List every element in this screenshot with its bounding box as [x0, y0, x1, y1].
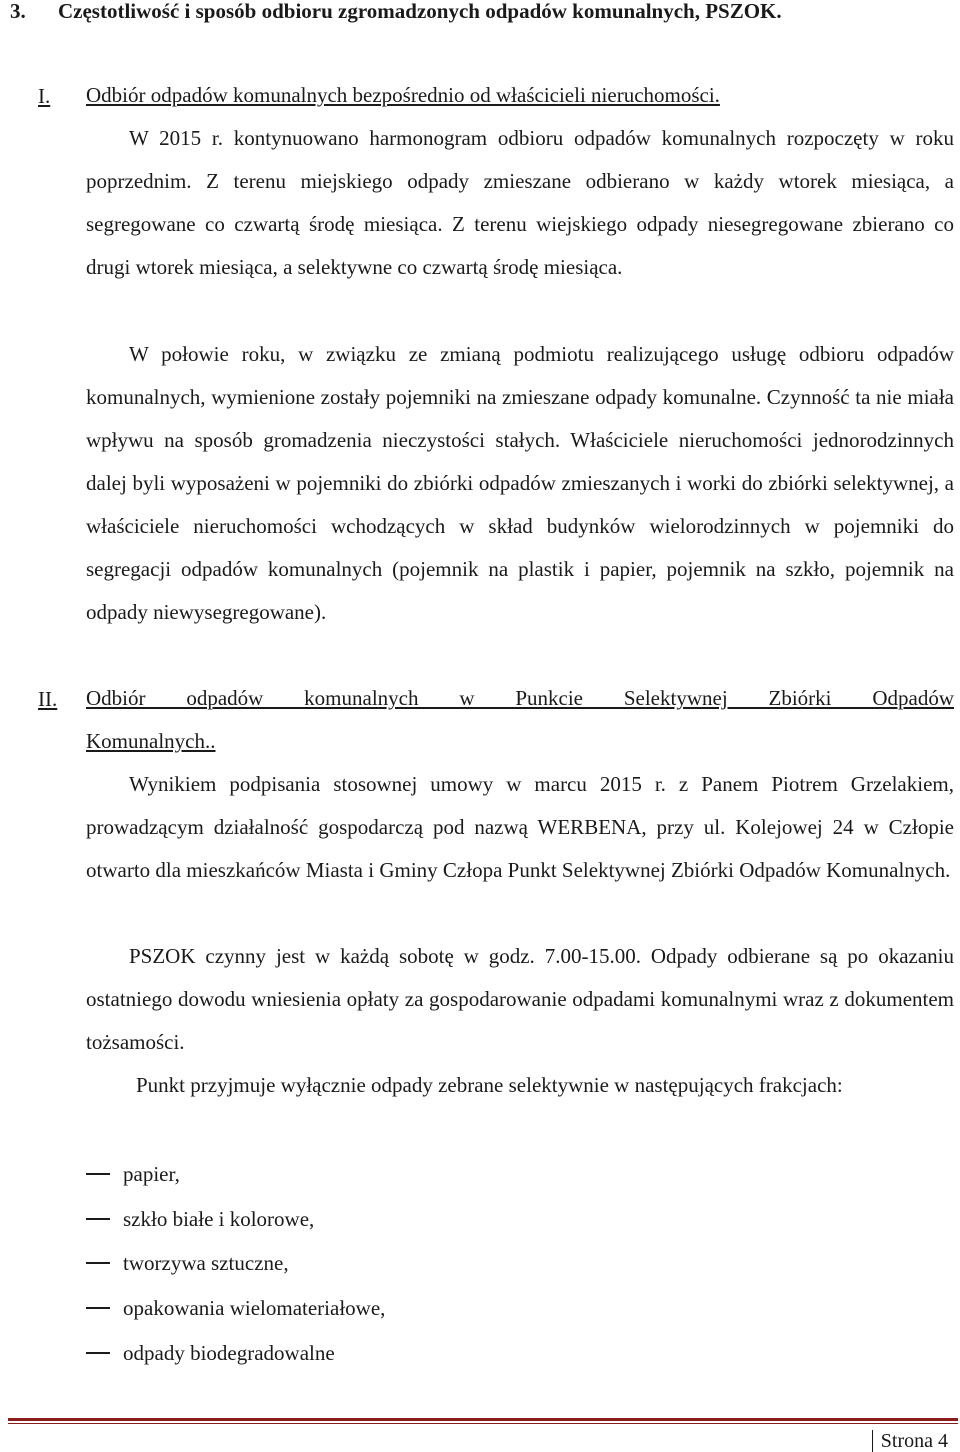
list-item: szkło białe i kolorowe, — [86, 1205, 314, 1233]
heading-number: 3. — [10, 0, 26, 23]
section-1-paragraph-1: W 2015 r. kontynuowano harmonogram odbioru odpadów komunalnych rozpoczęty w roku poprzednim. Z terenu miejskiego odpady zmieszane odbierano w każdy wtorek miesiąca, a segregowane co czwartą środę miesiąca. Z terenu wiejskiego odpady niesegregowane zbierano co drugi wtorek miesiąca, a selektywne co czwartą środę miesiąca. — [86, 126, 954, 279]
dash-bullet-icon — [86, 1307, 110, 1309]
dash-bullet-icon — [86, 1218, 110, 1220]
dash-bullet-icon — [86, 1262, 110, 1264]
dash-bullet-icon — [86, 1173, 110, 1175]
section-1-numeral: I. — [38, 84, 51, 108]
section-2-title-line-1: Odbiór odpadów komunalnych w Punkcie Selektywnej Zbiórki Odpadów — [86, 686, 954, 710]
footer-rule-thick — [8, 1418, 958, 1421]
page-number: Strona 4 — [872, 1430, 952, 1452]
dash-bullet-icon — [86, 1352, 110, 1354]
section-2-title-line-2: Komunalnych.. — [86, 729, 216, 753]
section-1-title: Odbiór odpadów komunalnych bezpośrednio od właścicieli nieruchomości. — [86, 83, 720, 107]
section-2-paragraph-3: Punkt przyjmuje wyłącznie odpady zebrane selektywnie w następujących frakcjach: — [136, 1073, 843, 1097]
list-item: opakowania wielomateriałowe, — [86, 1294, 385, 1322]
section-heading — [10, 0, 950, 25]
section-2-numeral: II. — [38, 687, 58, 711]
list-item: tworzywa sztuczne, — [86, 1249, 289, 1277]
heading-title: Częstotliwość i sposób odbioru zgromadzonych odpadów komunalnych, PSZOK. — [58, 0, 782, 23]
section-2-paragraph-2: PSZOK czynny jest w każdą sobotę w godz. 7.00-15.00. Odpady odbierane są po okazaniu ostatniego dowodu wniesienia opłaty za gospodarowanie odpadami komunalnymi wraz z dokumentem tożsamości. — [86, 944, 954, 1054]
section-1-paragraph-2: W połowie roku, w związku ze zmianą podmiotu realizującego usługę odbioru odpadów komunalnych, wymienione zostały pojemniki na zmieszane odpady komunalne. Czynność ta nie miała wpływu na sposób gromadzenia nieczystości stałych. Właściciele nieruchomości jednorodzinnych dalej byli wyposażeni w pojemniki do zbiórki odpadów zmieszanych i worki do zbiórki selektywnej, a właściciele nieruchomości wchodzących w skład budynków wielorodzinnych w pojemniki do segregacji odpadów komunalnych (pojemnik na plastik i papier, pojemnik na szkło, pojemnik na odpady niewysegregowane). — [86, 342, 954, 624]
section-2-paragraph-1: Wynikiem podpisania stosownej umowy w marcu 2015 r. z Panem Piotrem Grzelakiem, prowadzącym działalność gospodarczą pod nazwą WERBENA, przy ul. Kolejowej 24 w Człopie otwarto dla mieszkańców Miasta i Gminy Człopa Punkt Selektywnej Zbiórki Odpadów Komunalnych. — [86, 772, 954, 882]
list-item: papier, — [86, 1160, 180, 1188]
footer-rule-thin — [8, 1423, 958, 1424]
list-item: odpady biodegradowalne — [86, 1339, 335, 1367]
